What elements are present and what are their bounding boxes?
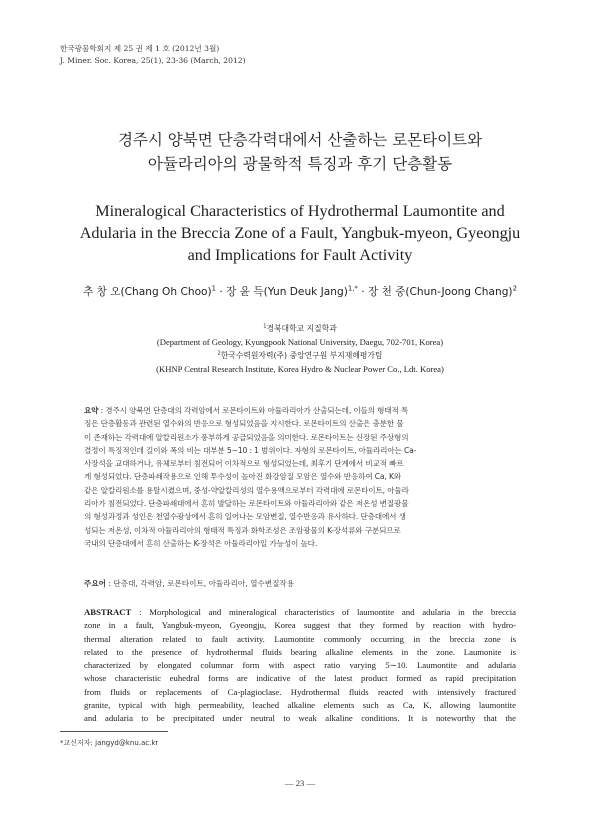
abstract-label: 요약 <box>84 406 99 415</box>
affiliation-ko <box>40 349 560 363</box>
abstract-line: 이 존재하는 각력대에 알칼리원소가 풍부하게 공급되었음을 의미한다. 로몬타이트는 신장된 주상형의 <box>84 432 409 442</box>
abstract-line: thermal alteration related to fault activity. Laumontite commonly occurring in the breccia zone is <box>84 633 516 644</box>
author-separator: · <box>216 286 227 298</box>
abstract-text: : Morphological and mineralogical characteristics of laumontite and adularia in the breccia <box>131 607 516 617</box>
keywords-korean <box>84 578 516 589</box>
affiliation-mark: 1 <box>263 323 267 330</box>
abstract-line: zone in a fault, Yangbuk-myeon, Gyeongju, Korea suggest that they formed by reaction with hydro- <box>84 620 516 631</box>
affiliation-ko-text: 경북대학교 지질학과 <box>266 324 337 333</box>
title-korean-line: 경주시 양북면 단층각력대에서 산출하는 로몬타이트와 <box>117 131 483 149</box>
author-separator: · <box>357 286 368 298</box>
abstract-line: granite, typical with high permeability, leached alkaline elements such as Ca, K, allowing laumontite <box>84 699 516 710</box>
footnote-divider <box>60 731 168 732</box>
abstract-line: 게 형성되었다. 단층파쇄작용으로 인해 투수성이 높아진 화강암질 모암은 열수와 반응하여 Ca, K와 <box>84 472 401 482</box>
affiliation-en: (Department of Geology, Kyungpook National University, Daegu, 702-701, Korea) <box>156 336 444 347</box>
author-name: 장 윤 득(Yun Deuk Jang) <box>226 286 348 298</box>
abstract-line: 사장석을 교대하거나, 유체로부터 침전되어 이차적으로 형성되었는데, 최후기 단계에서 비교적 빠르 <box>84 459 404 469</box>
abstract-line: from fluids or replacements of Ca-plagioclase. Hydrothermal fluids reacted with intensively fractured <box>84 686 516 697</box>
abstract-english <box>84 606 516 725</box>
abstract-line: related to the presence of hydrothermal fluids bearing alkaline elements in the zone. Laumonite is <box>84 646 516 657</box>
author-list <box>40 284 560 299</box>
title-korean <box>40 128 560 176</box>
abstract-line: 결정이 특징적인데 길이와 폭의 비는 대부분 5∼10 : 1 범위이다. 자형의 로몬타이트, 아듈라리아는 Ca- <box>84 445 417 455</box>
abstract-line: 리아가 침전되었다. 단층파쇄대에서 흔히 발달하는 로몬타이트와 아듈라리아와 같은 저온성 변질광물 <box>84 499 409 509</box>
abstract-line <box>84 404 516 417</box>
affiliation-ko-text: 한국수력원자력(주) 중앙연구원 부지재해평가팀 <box>220 351 383 361</box>
corresponding-author-footnote: *교신저자: jangyd@knu.ac.kr <box>60 739 159 747</box>
abstract-korean <box>84 404 516 550</box>
title-english-line: Mineralogical Characteristics of Hydrothermal Laumontite and <box>95 202 505 220</box>
title-english-line: and Implications for Fault Activity <box>187 246 413 264</box>
title-korean-line: 아듈라리아의 광물학적 특징과 후기 단층활동 <box>147 155 453 173</box>
abstract-line <box>84 606 516 619</box>
author-affiliation-mark: 1 <box>211 284 217 293</box>
abstract-line: 같은 알칼리원소를 용탈시켰으며, 중성-약알칼리성의 열수용액으로부터 각력대에 로몬타이트, 아듈라 <box>84 485 409 495</box>
abstract-line: whose characteristic euhedral forms are indicative of the latest product formed as rapid precipitation <box>84 673 516 684</box>
title-english <box>50 200 550 266</box>
abstract-line: 의 형성과정과 성인은 천열수광상에서 흔히 일어나는 모암변질, 열수반응과 유사하다. 단층대에서 생 <box>84 512 406 522</box>
author-name: 추 창 오(Chang Oh Choo) <box>83 286 212 298</box>
page-number: ― 23 ― <box>284 778 316 788</box>
keywords-label: 주요어 <box>84 579 107 588</box>
abstract-line: 징은 단층활동과 관련된 열수와의 반응으로 형성되었음을 지시한다. 로몬타이트의 산출은 충분한 물 <box>84 419 404 429</box>
abstract-line: 성되는 저온성, 이차적 아듈라리아의 형태적 특징과 화학조성은 조암광물의 K-장석류와 구분되므로 <box>84 525 401 535</box>
journal-citation-ko: 한국광물학회지 제 25 권 제 1 호 (2012년 3월) <box>60 44 220 53</box>
abstract-line: 국내의 단층대에서 흔히 산출하는 K-장석은 아듈라리아일 가능성이 높다. <box>84 538 318 548</box>
abstract-text: : 경주시 양북면 단층대의 각력암에서 로몬타이트와 아듈라리아가 산출되는데, 이들의 형태적 특 <box>98 406 409 415</box>
affiliation-en: (KHNP Central Research Institute, Korea Hydro & Nuclear Power Co., Ldt. Korea) <box>156 363 444 374</box>
abstract-line: and adularia to be precipitated under neutral to weak alkaline conditions. It is noteworthy that the <box>84 713 516 723</box>
author-affiliation-mark: 2 <box>512 284 517 293</box>
title-english-line: Adularia in the Breccia Zone of a Fault, Yangbuk-myeon, Gyeongju <box>79 224 521 242</box>
affiliation-ko <box>40 322 560 336</box>
journal-citation-en: J. Miner. Soc. Korea, 25(1), 23-36 (March, 2012) <box>60 56 246 65</box>
author-name: 장 천 중(Chun-Joong Chang) <box>367 286 513 298</box>
abstract-line: characterized by elongated columnar form with aspect ratio varying 5∼10. Laumontite and adularia <box>84 660 516 670</box>
keywords-text: : 단층대, 각력암, 로몬타이트, 아듈라리아, 열수변질작용 <box>106 579 295 588</box>
affiliations <box>40 322 560 376</box>
journal-header <box>60 43 246 67</box>
affiliation-mark: 2 <box>217 350 221 357</box>
author-affiliation-mark: 1,* <box>347 284 358 293</box>
abstract-label: ABSTRACT <box>84 607 132 617</box>
